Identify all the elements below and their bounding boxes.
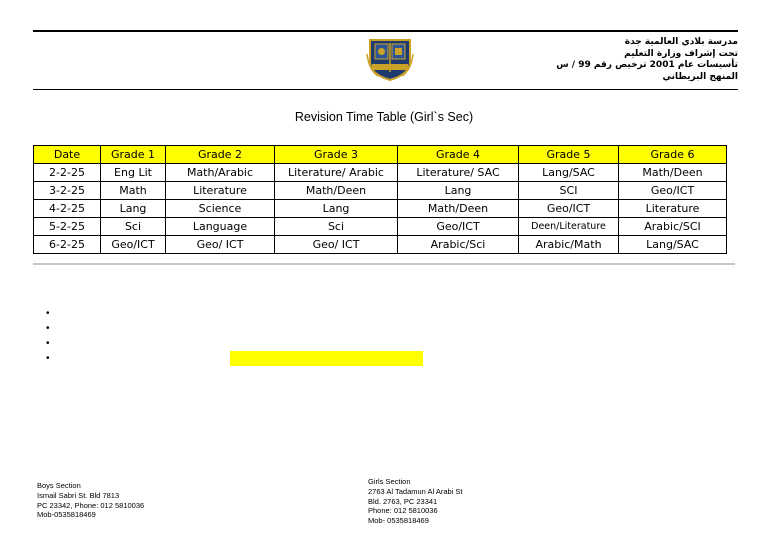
page-title: Revision Time Table (Girl`s Sec) [294, 110, 474, 124]
footer-girls-street: 2763 Al Tadamun Al Arabi St [368, 486, 463, 496]
col-header-date: Date [34, 146, 101, 164]
table-cell: Literature [166, 182, 275, 200]
table-cell: Lang [398, 182, 519, 200]
table-cell: Math/Deen [398, 200, 519, 218]
revision-timetable [33, 145, 727, 254]
table-row [34, 236, 727, 254]
col-header-grade-3: Grade 3 [275, 146, 398, 164]
table-cell: Geo/ ICT [166, 236, 275, 254]
table-row [34, 164, 727, 182]
footer-boys-street: Ismail Sabri St. Bld 7813 [37, 490, 120, 500]
table-cell: Science [166, 200, 275, 218]
table-cell: Sci [101, 218, 166, 236]
school-crest-logo [366, 34, 414, 82]
footer-girls-section [368, 477, 463, 526]
col-header-grade-2: Grade 2 [166, 146, 275, 164]
table-cell: Literature/ SAC [398, 164, 519, 182]
table-row [34, 218, 727, 236]
table-cell: Geo/ ICT [275, 236, 398, 254]
table-cell: SCI [519, 182, 619, 200]
list-item [46, 321, 50, 336]
table-cell: Language [166, 218, 275, 236]
yellow-highlight-mark [230, 351, 423, 366]
bullet-list [46, 306, 50, 366]
list-item [46, 336, 50, 351]
table-cell: Eng Lit [101, 164, 166, 182]
table-cell: Geo/ICT [398, 218, 519, 236]
list-item [46, 306, 50, 321]
footer-girls-title: Girls Section [368, 477, 411, 486]
footer-boys-phone: PC 23342, Phone: 012 5810036 [37, 500, 145, 510]
section-divider [33, 263, 735, 265]
header-line-license: تأسيسات عام 2001 ترخيص رقم 99 / س [556, 60, 738, 70]
table-cell-date: 6-2-25 [34, 236, 101, 254]
table-cell: Geo/ICT [619, 182, 727, 200]
col-header-grade-1: Grade 1 [101, 146, 166, 164]
footer-girls-phone: Phone: 012 5810036 [368, 506, 438, 516]
footer-boys-mobile: Mob-0535818469 [37, 510, 96, 520]
table-row [34, 200, 727, 218]
table-cell: Literature [619, 200, 727, 218]
footer-girls-building: Bld. 2763, PC 23341 [368, 496, 438, 506]
table-cell: Lang/SAC [619, 236, 727, 254]
table-cell: Lang [275, 200, 398, 218]
table-cell: Lang [101, 200, 166, 218]
table-cell: Literature/ Arabic [275, 164, 398, 182]
table-cell-date: 5-2-25 [34, 218, 101, 236]
table-header-row [34, 146, 727, 164]
table-cell: Sci [275, 218, 398, 236]
table-cell-date: 2-2-25 [34, 164, 101, 182]
table-cell: Math [101, 182, 166, 200]
school-header-arabic [556, 37, 738, 83]
table-cell: Arabic/SCI [619, 218, 727, 236]
footer-boys-section [37, 481, 144, 520]
table-cell: Arabic/Math [519, 236, 619, 254]
table-cell-date: 4-2-25 [34, 200, 101, 218]
list-item [46, 351, 50, 366]
table-cell: Math/Deen [275, 182, 398, 200]
col-header-grade-6: Grade 6 [619, 146, 727, 164]
table-cell: Deen/Literature [519, 218, 619, 236]
table-row [34, 182, 727, 200]
footer-girls-mobile: Mob- 0535818469 [368, 516, 429, 526]
table-cell: Lang/SAC [519, 164, 619, 182]
table-cell: Math/Arabic [166, 164, 275, 182]
table-cell: Math/Deen [619, 164, 727, 182]
table-cell: Geo/ICT [101, 236, 166, 254]
header-top-rule [33, 30, 738, 32]
footer-boys-title: Boys Section [37, 481, 81, 490]
header-line-ministry: تحت إشراف وزارة التعليم [624, 48, 738, 59]
header-bottom-rule [33, 89, 738, 90]
table-cell: Geo/ICT [519, 200, 619, 218]
header-line-name: مدرسة بلادي العالمية جدة [624, 37, 738, 47]
header-line-curriculum: المنهج البريطاني [662, 71, 738, 82]
table-cell-date: 3-2-25 [34, 182, 101, 200]
col-header-grade-5: Grade 5 [519, 146, 619, 164]
col-header-grade-4: Grade 4 [398, 146, 519, 164]
table-cell: Arabic/Sci [398, 236, 519, 254]
